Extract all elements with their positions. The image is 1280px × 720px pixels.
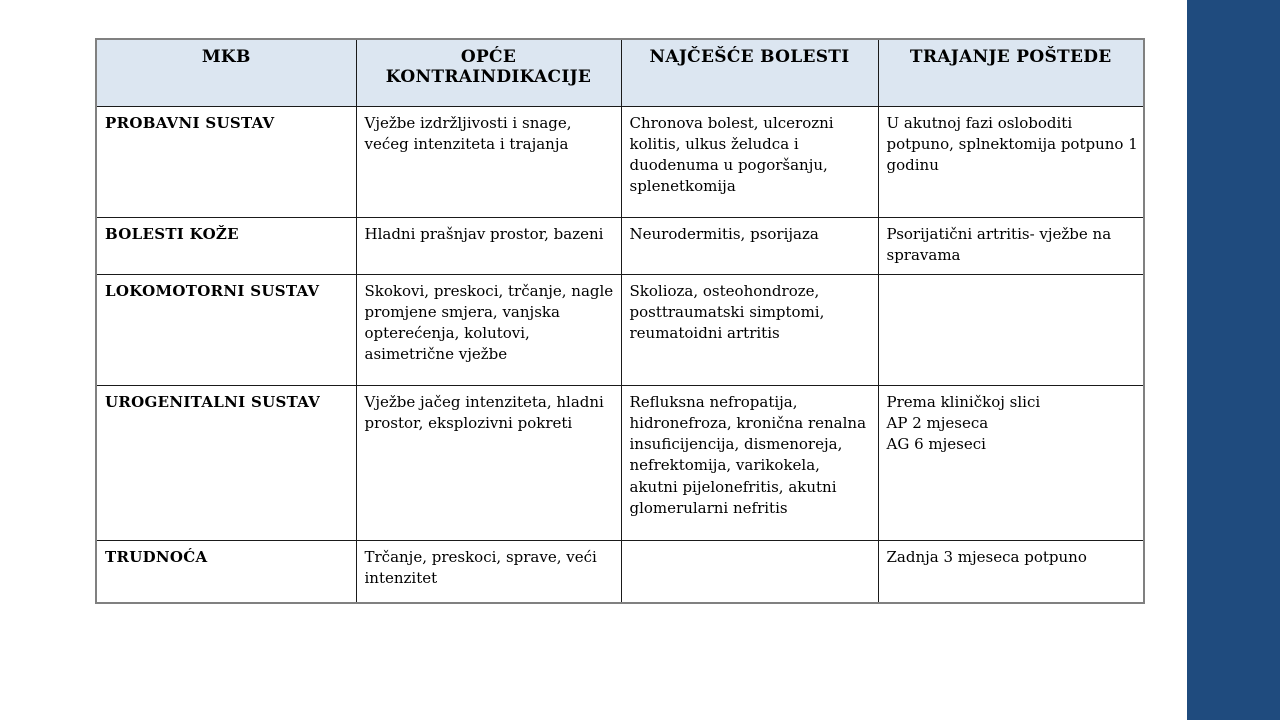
cell-kontraindikacije: Trčanje, preskoci, sprave, veći intenzitet (356, 540, 621, 603)
cell-kontraindikacije: Vježbe izdržljivosti i snage, većeg intenziteta i trajanja (356, 106, 621, 217)
table-row-urogenitalni-sustav (96, 385, 1144, 540)
column-header-opce-kontraindikacije: OPĆE KONTRAINDIKACIJE (356, 39, 621, 106)
cell-trajanje (878, 274, 1144, 385)
table-row-trudnoca (96, 540, 1144, 603)
column-header-najcesce-bolesti: NAJČEŠĆE BOLESTI (621, 39, 878, 106)
table-row-bolesti-koze (96, 217, 1144, 274)
contraindications-table (95, 38, 1145, 604)
cell-bolesti: Refluksna nefropatija, hidronefroza, kronična renalna insuficijencija, dismenoreja, nefrektomija, varikokela, akutni pijelonefritis, akutni glomerularni nefritis (621, 385, 878, 540)
column-header-trajanje-postede: TRAJANJE POŠTEDE (878, 39, 1144, 106)
cell-kontraindikacije: Vježbe jačeg intenziteta, hladni prostor, eksplozivni pokreti (356, 385, 621, 540)
table-row-lokomotorni-sustav (96, 274, 1144, 385)
cell-kontraindikacije: Hladni prašnjav prostor, bazeni (356, 217, 621, 274)
table-row-probavni-sustav (96, 106, 1144, 217)
cell-trajanje: U akutnoj fazi osloboditi potpuno, splnektomija potpuno 1 godinu (878, 106, 1144, 217)
cell-bolesti (621, 540, 878, 603)
cell-bolesti: Neurodermitis, psorijaza (621, 217, 878, 274)
cell-trajanje: Psorijatični artritis- vježbe na spravama (878, 217, 1144, 274)
cell-system-name: UROGENITALNI SUSTAV (96, 385, 356, 540)
cell-trajanje: Zadnja 3 mjeseca potpuno (878, 540, 1144, 603)
cell-system-name: TRUDNOĆA (96, 540, 356, 603)
column-header-mkb: MKB (96, 39, 356, 106)
cell-kontraindikacije: Skokovi, preskoci, trčanje, nagle promjene smjera, vanjska opterećenja, kolutovi, asimetrične vježbe (356, 274, 621, 385)
cell-system-name: PROBAVNI SUSTAV (96, 106, 356, 217)
cell-system-name: LOKOMOTORNI SUSTAV (96, 274, 356, 385)
slide-accent-bar (1187, 0, 1280, 720)
cell-bolesti: Chronova bolest, ulcerozni kolitis, ulkus želudca i duodenuma u pogoršanju, splenetkomija (621, 106, 878, 217)
table-header-row (96, 39, 1144, 106)
cell-trajanje: Prema kliničkoj slici AP 2 mjeseca AG 6 mjeseci (878, 385, 1144, 540)
cell-system-name: BOLESTI KOŽE (96, 217, 356, 274)
cell-bolesti: Skolioza, osteohondroze, posttraumatski simptomi, reumatoidni artritis (621, 274, 878, 385)
